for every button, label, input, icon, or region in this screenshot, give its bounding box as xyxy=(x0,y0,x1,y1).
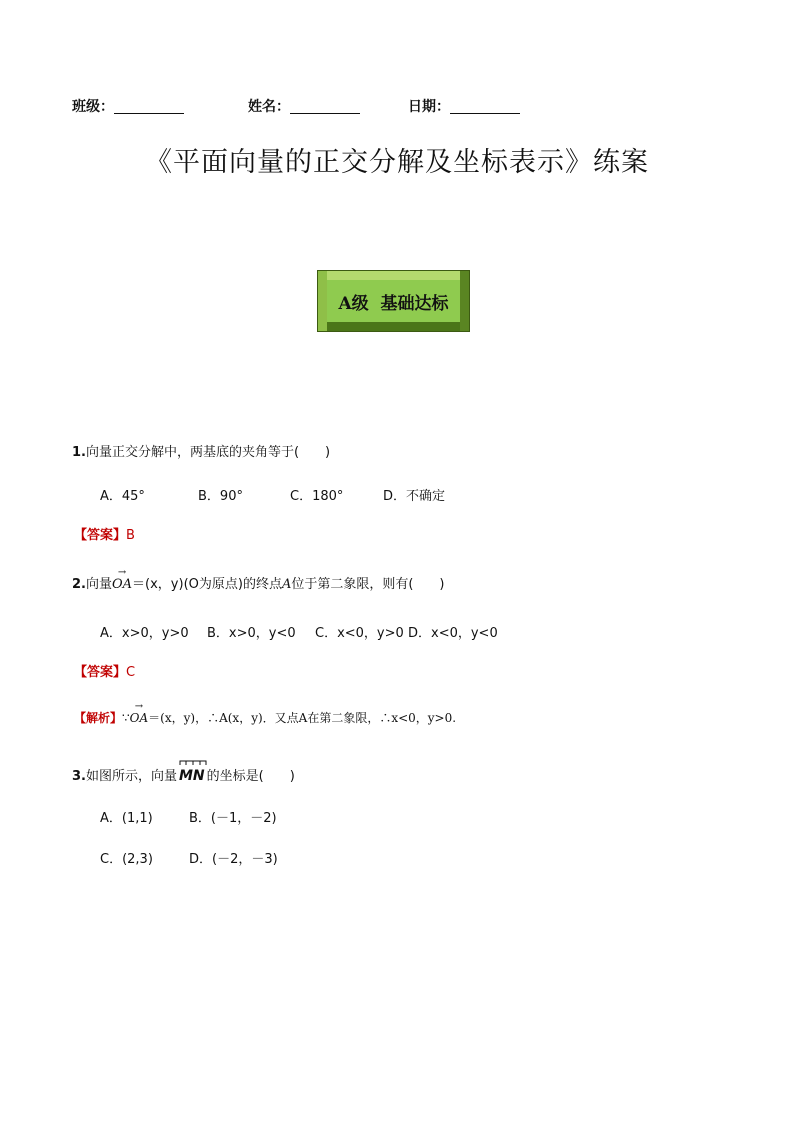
question-2-option-a: A．x>0，y>0 xyxy=(100,626,189,641)
question-3-number: 3. xyxy=(72,769,86,784)
name-label: 姓名： xyxy=(248,99,290,115)
question-1-text: 向量正交分解中，两基底的夹角等于( ) xyxy=(85,445,331,460)
question-3-pre: 如图所示，向量 xyxy=(85,769,177,784)
level-badge xyxy=(317,270,470,332)
question-1-option-c: C．180° xyxy=(290,489,344,504)
solution-tag: 【解析】 xyxy=(74,711,123,725)
question-1 xyxy=(72,441,330,460)
question-2-mid: ＝(x，y)(O为原点)的终点 xyxy=(132,577,282,592)
vector-arrow-icon: → xyxy=(117,567,127,578)
answer-value: B xyxy=(126,528,135,543)
question-3-option-a: A．(1,1) xyxy=(100,811,153,826)
question-2-option-c: C．x<0，y>0 xyxy=(315,626,404,641)
question-1-option-a: A．45° xyxy=(100,489,145,504)
point-a: A xyxy=(281,577,292,592)
answer-tag: 【答案】 xyxy=(74,528,127,543)
question-2-number: 2. xyxy=(72,577,86,592)
solution-text: ＝(x，y)，∴A(x，y)．又点A在第二象限，∴x<0，y>0. xyxy=(148,711,457,725)
question-1-option-d: D．不确定 xyxy=(383,489,446,504)
class-blank[interactable] xyxy=(114,99,184,114)
name-blank[interactable] xyxy=(290,99,360,114)
question-1-option-b: B．90° xyxy=(198,489,243,504)
class-label: 班级： xyxy=(72,99,114,115)
date-field[interactable] xyxy=(408,96,520,116)
page-title: 《平面向量的正交分解及坐标表示》练案 xyxy=(145,147,649,178)
because-symbol: ∵ xyxy=(122,711,130,725)
question-1-answer xyxy=(74,524,135,543)
answer-value: C xyxy=(126,665,136,680)
vector-arrow-icon: → xyxy=(134,701,144,712)
date-blank[interactable] xyxy=(450,99,520,114)
question-3-option-d: D．(－2，－3) xyxy=(189,852,278,867)
question-3-post: 的坐标是( ) xyxy=(206,769,295,784)
question-2-pre: 向量 xyxy=(85,577,112,592)
vector-mn-label: MN xyxy=(179,768,205,784)
vector-oa xyxy=(129,701,149,725)
vector-bar-icon xyxy=(179,760,207,766)
vector-mn xyxy=(179,768,205,784)
vector-oa-label: OA xyxy=(112,577,133,592)
question-2 xyxy=(72,567,445,592)
question-2-answer xyxy=(74,661,135,680)
question-2-post: 位于第二象限，则有( ) xyxy=(291,577,445,592)
vector-oa xyxy=(112,567,133,592)
question-2-option-d: D．x<0，y<0 xyxy=(408,626,498,641)
question-3-option-b: B．(－1，－2) xyxy=(189,811,277,826)
question-2-option-b: B．x>0，y<0 xyxy=(207,626,296,641)
question-3 xyxy=(72,765,295,784)
name-field[interactable] xyxy=(248,96,360,116)
question-3-option-c: C．(2,3) xyxy=(100,852,153,867)
level-badge-label: A级 基础达标 xyxy=(327,280,460,322)
vector-oa-label: OA xyxy=(129,711,149,725)
student-info-header xyxy=(72,96,712,116)
question-2-solution xyxy=(74,701,457,726)
question-1-number: 1. xyxy=(72,445,86,460)
date-label: 日期： xyxy=(408,99,450,115)
class-field[interactable] xyxy=(72,96,184,116)
answer-tag: 【答案】 xyxy=(74,665,127,680)
